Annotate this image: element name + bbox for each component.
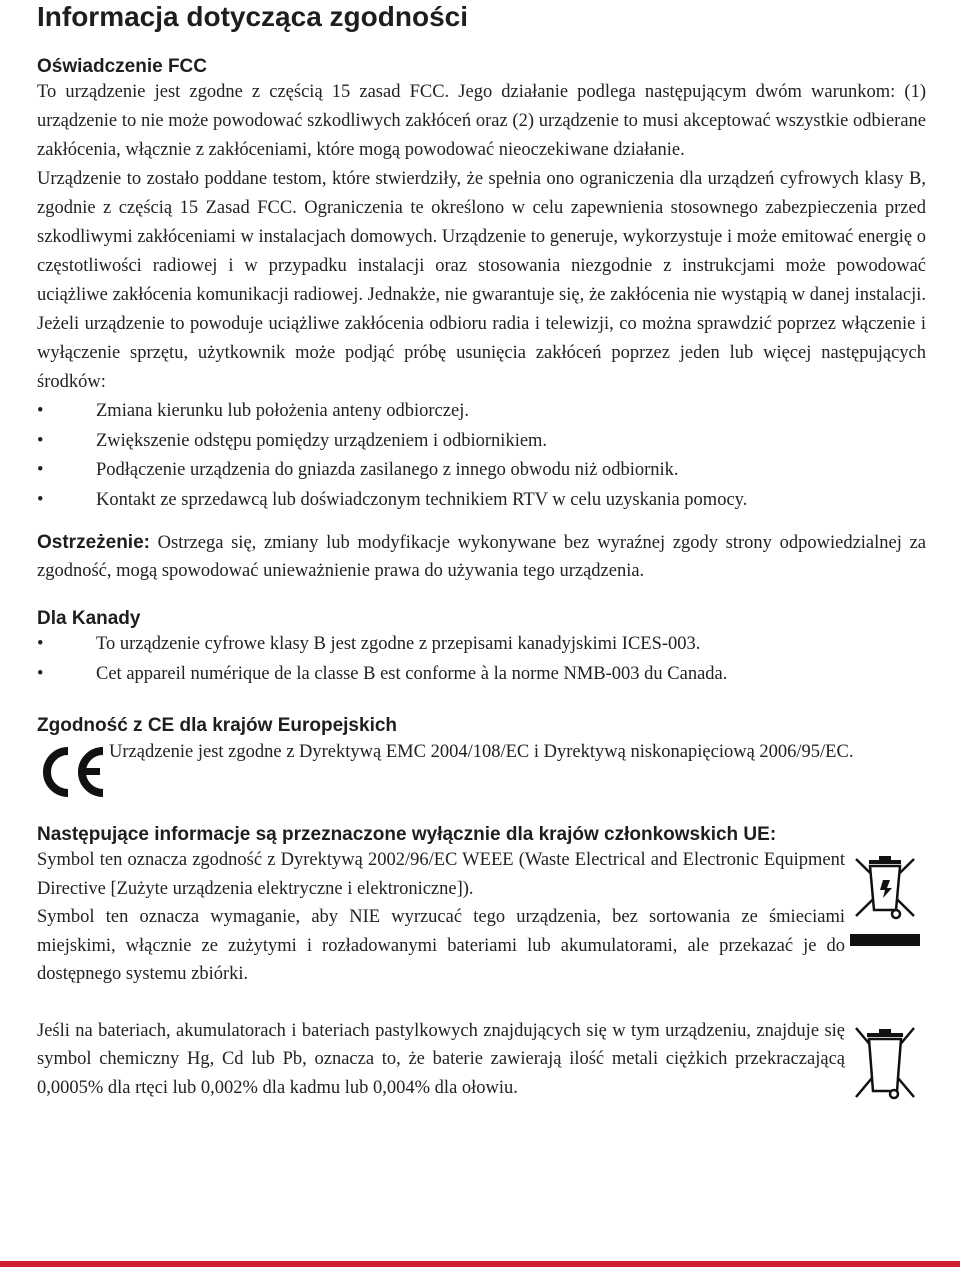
list-item: • Kontakt ze sprzedawcą lub doświadczonym technikiem RTV w celu uzyskania pomocy.	[37, 486, 926, 516]
canada-section	[37, 607, 926, 689]
warning-paragraph	[37, 529, 926, 585]
weee-paragraph-1: Symbol ten oznacza zgodność z Dyrektywą 2002/96/EC WEEE (Waste Electrical and Electronic Equipment Directive [Zużyte urządzenia elektryczne i elektroniczne]).	[37, 850, 845, 899]
weee-paragraph-2: Symbol ten oznacza wymaganie, aby NIE wyrzucać tego urządzenia, bez sortowania ze śmieciami miejskimi, włącznie ze zużytymi i rozładowanymi bateriami lub akumulatorami, ale przekazać je do dostępnego systemu zbiórki.	[37, 907, 845, 984]
crossed-out-bin-icon	[850, 1021, 920, 1101]
ce-section	[37, 714, 926, 801]
canada-heading: Dla Kanady	[37, 608, 141, 629]
warning-label: Ostrzeżenie:	[37, 532, 150, 553]
batteries-paragraph: Jeśli na bateriach, akumulatorach i bateriach pastylkowych znajdujących się w tym urządzeniu, znajduje się symbol chemiczny Hg, Cd lub Pb, oznacza to, że baterie zawierają ilość metali ciężkich przekraczającą 0,0005% dla rtęci lub 0,002% dla kadmu lub 0,004% dla ołowiu.	[37, 1020, 845, 1098]
ce-mark-icon	[37, 743, 109, 801]
batteries-row	[37, 1017, 926, 1106]
fcc-measures-list	[37, 397, 926, 515]
batteries-symbol	[850, 1021, 920, 1106]
warning-text: Ostrzega się, zmiany lub modyfikacje wykonywane bez wyraźnej zgody strony odpowiedzialnej za zgodność, mogą spowodować unieważnienie prawa do używania tego urządzenia.	[37, 533, 926, 581]
list-item: • To urządzenie cyfrowe klasy B jest zgodne z przepisami kanadyjskimi ICES-003.	[37, 630, 926, 660]
batteries-text-block	[37, 1017, 845, 1103]
weee-section	[37, 823, 926, 989]
list-item: • Zwiększenie odstępu pomiędzy urządzeniem i odbiornikiem.	[37, 427, 926, 457]
warning-section	[37, 529, 926, 585]
document-page	[37, 0, 926, 1106]
bottom-accent-rule	[0, 1261, 960, 1267]
ce-heading: Zgodność z CE dla krajów Europejskich	[37, 715, 398, 736]
weee-text-block	[37, 846, 845, 989]
weee-row	[37, 846, 926, 989]
batteries-section	[37, 1017, 926, 1106]
weee-heading: Następujące informacje są przeznaczone wyłącznie dla krajów członkowskich UE:	[37, 824, 777, 845]
list-item: • Podłączenie urządzenia do gniazda zasilanego z innego obwodu niż odbiornik.	[37, 456, 926, 486]
weee-symbol	[850, 852, 920, 967]
fcc-section	[37, 55, 926, 515]
ce-row	[37, 737, 926, 801]
fcc-heading: Oświadczenie FCC	[37, 56, 207, 77]
page-title: Informacja dotycząca zgodności	[37, 1, 468, 32]
fcc-paragraph-1: To urządzenie jest zgodne z częścią 15 zasad FCC. Jego działanie podlega następującym dwóm warunkom: (1) urządzenie to nie może powodować szkodliwych zakłóceń oraz (2) urządzenie to musi akceptować wszystkie odbierane zakłócenia, włącznie z zakłóceniami, które mogą powodować nieoczekiwane działanie.	[37, 82, 926, 160]
list-item: • Cet appareil numérique de la classe B est conforme à la norme NMB-003 du Canada.	[37, 660, 926, 690]
ce-text: Urządzenie jest zgodne z Dyrektywą EMC 2004/108/EC i Dyrektywą niskonapięciową 2006/95/EC.	[109, 742, 854, 762]
list-item: • Zmiana kierunku lub położenia anteny odbiorczej.	[37, 397, 926, 427]
canada-list	[37, 630, 926, 689]
crossed-out-wheeled-bin-icon	[850, 852, 920, 962]
fcc-paragraph-2: Urządzenie to zostało poddane testom, które stwierdziły, że spełnia ono ograniczenia dla urządzeń cyfrowych klasy B, zgodnie z częścią 15 Zasad FCC. Ograniczenia te określono w celu zapewnienia stosownego zabezpieczenia przed szkodliwymi zakłóceniami w instalacjach domowych. Urządzenie to generuje, wykorzystuje i może emitować energię o częstotliwości radiowej i w przypadku instalacji oraz stosowania niezgodnie z instrukcjami może powodować uciążliwe zakłócenia komunikacji radiowej. Jednakże, nie gwarantuje się, że zakłócenia nie wystąpią w danej instalacji. Jeżeli urządzenie to powoduje uciążliwe zakłócenia odbioru radia i telewizji, co można sprawdzić poprzez włączenie i wyłączenie sprzętu, użytkownik może podjąć próbę usunięcia zakłóceń poprzez jeden lub więcej następujących środków:	[37, 169, 926, 392]
